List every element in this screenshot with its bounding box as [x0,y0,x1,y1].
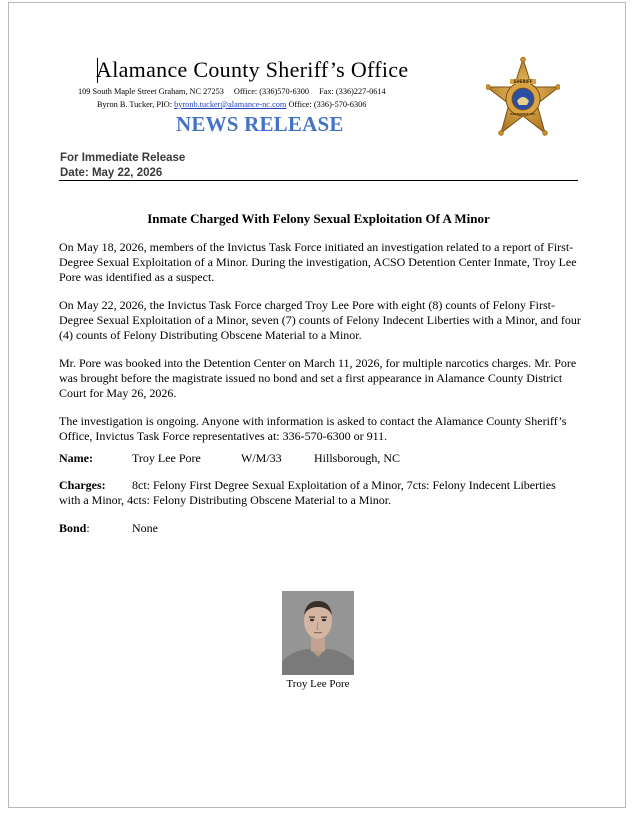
paragraph: Mr. Pore was booked into the Detention Center on March 11, 2026, for multiple narcotics charges. Mr. Pore was brought before the magistrate issued no bond and set a first appearance in Alamance County District Court for May 26, 2026. [59,356,577,400]
charges-label: Charges: [59,478,106,492]
fax-number: Fax: (336)227-0614 [319,87,386,96]
sheriff-star-badge-icon [486,57,560,141]
pio-line [97,100,366,109]
suspect-demographics: W/M/33 [241,451,282,465]
bond-colon: : [86,521,90,535]
pio-office-phone: Office: (336)-570-6306 [288,100,367,109]
name-row [59,451,400,466]
name-label: Name: [59,451,93,465]
charges-text: 8ct: Felony First Degree Sexual Exploitation of a Minor, 7cts: Felony Indecent Liberties with a Minor, 4cts: Felony Distributing Obscene Material to a Minor. [59,478,556,507]
address-line [78,87,386,96]
charges-row [59,478,579,508]
release-meta [60,151,580,181]
paragraph: On May 22, 2026, the Invictus Task Force charged Troy Lee Pore with eight (8) counts of Felony First-Degree Sexual Exploitation of a Minor, seven (7) counts of Felony Indecent Liberties with a Minor, and four (4) counts of Felony Distributing Obscene Material to a Minor. [59,298,581,342]
badge-top-text: SHERIFF [513,79,533,84]
pio-name: Byron B. Tucker, PIO: [97,100,173,109]
org-name: Alamance County Sheriff’s Office [96,57,409,82]
office-phone: Office: (336)570-6300 [233,87,310,96]
article-body [59,240,581,457]
suspect-name: Troy Lee Pore [132,451,201,465]
headline: Inmate Charged With Felony Sexual Exploitation Of A Minor [147,211,490,226]
pio-email-link[interactable]: byronb.tucker@alamance-nc.com [174,100,287,109]
bond-row [59,521,158,536]
release-type: For Immediate Release [60,152,186,164]
badge-bottom-text: ALAMANCE CO. [510,112,536,116]
news-release-title: NEWS RELEASE [176,112,344,136]
release-date: Date: May 22, 2026 [60,167,163,179]
address: 109 South Maple Street Graham, NC 27253 [78,87,224,96]
paragraph: The investigation is ongoing. Anyone with information is asked to contact the Alamance County Sheriff’s Office, Invictus Task Force representatives at: 336-570-6300 or 911. [59,414,567,443]
bond-value: None [132,521,158,535]
paragraph: On May 18, 2026, members of the Invictus Task Force initiated an investigation related to a report of First-Degree Sexual Exploitation of a Minor. During the investigation, ACSO Detention Center Inmate, Troy Lee Pore was identified as a suspect. [59,240,577,284]
suspect-city: Hillsborough, NC [314,451,401,465]
bond-label: Bond [59,521,87,535]
divider-rule [59,180,578,181]
suspect-mugshot-photo [282,591,354,675]
mugshot-caption: Troy Lee Pore [286,678,350,690]
